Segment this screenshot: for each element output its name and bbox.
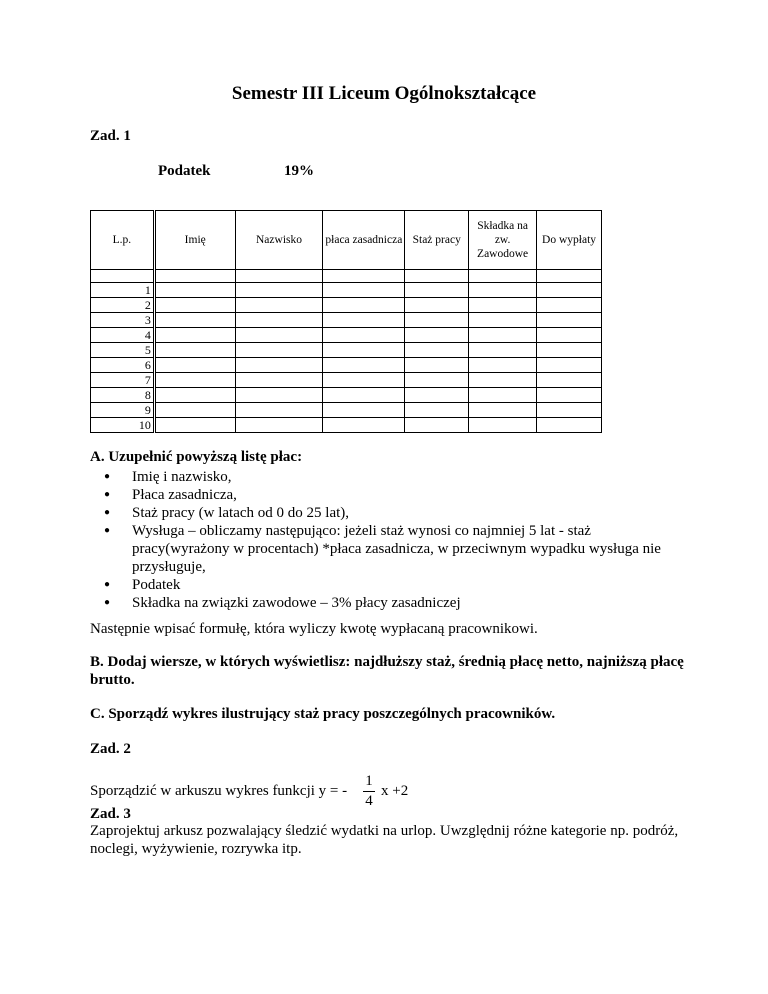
task3-heading: Zad. 3	[90, 806, 131, 822]
task2-text-after: x +2	[381, 783, 409, 799]
task1-heading: Zad. 1	[90, 128, 131, 144]
table-row	[91, 373, 602, 388]
list-item: ● Wysługa – obliczamy następująco: jeżeli staż wynosi co najmniej 5 lat - staż pracy(wyrażony w procentach) *płaca zasadnicza, w przeciwnym wypadku wysługa nie przysługuje,	[116, 522, 676, 576]
task2-text: Sporządzić w arkuszu wykres funkcji y = -	[90, 783, 348, 799]
tax-label: Podatek	[158, 163, 211, 179]
row-number: 9	[91, 403, 155, 418]
section-b: B. Dodaj wiersze, w których wyświetlisz: najdłuższy staż, średnią płacę netto, najniższą płacę brutto.	[90, 654, 684, 688]
header-do-wyplaty: Do wypłaty	[537, 211, 602, 270]
table-row	[91, 418, 602, 433]
header-skladka: Składka na zw. Zawodowe	[469, 211, 537, 270]
fraction-denominator: 4	[365, 793, 373, 809]
list-item: ● Staż pracy (w latach od 0 do 25 lat),	[116, 504, 676, 522]
section-a-heading: A. Uzupełnić powyższą listę płac:	[90, 449, 303, 465]
header-imie: Imię	[154, 211, 235, 270]
payroll-table	[90, 210, 602, 433]
table-row	[91, 358, 602, 373]
table-row	[91, 343, 602, 358]
row-number: 3	[91, 313, 155, 328]
page-title: Semestr III Liceum Ogólnokształcące	[231, 83, 537, 104]
row-number: 8	[91, 388, 155, 403]
list-item: ● Składka na związki zawodowe – 3% płacy zasadniczej	[116, 594, 676, 612]
task2-heading: Zad. 2	[90, 741, 131, 757]
task3-text: Zaprojektuj arkusz pozwalający śledzić wydatki na urlop. Uwzględnij różne kategorie np. podróż, noclegi, wyżywienie, rozrywka itp.	[90, 823, 679, 857]
fraction	[363, 773, 375, 810]
section-a-list	[102, 468, 676, 612]
row-number: 7	[91, 373, 155, 388]
tax-value: 19%	[284, 163, 314, 179]
header-lp: L.p.	[91, 211, 155, 270]
table-row	[91, 388, 602, 403]
row-number: 6	[91, 358, 155, 373]
table-spacer-row	[91, 270, 602, 283]
list-item: ● Podatek	[116, 576, 676, 594]
list-item: ● Płaca zasadnicza,	[116, 486, 676, 504]
section-a-after: Następnie wpisać formułę, która wyliczy kwotę wypłacaną pracownikowi.	[90, 621, 538, 637]
table-row	[91, 283, 602, 298]
row-number: 1	[91, 283, 155, 298]
row-number: 2	[91, 298, 155, 313]
table-row	[91, 313, 602, 328]
list-item: ● Imię i nazwisko,	[116, 468, 676, 486]
row-number: 10	[91, 418, 155, 433]
table-row	[91, 298, 602, 313]
table-row	[91, 403, 602, 418]
header-nazwisko: Nazwisko	[235, 211, 323, 270]
section-c: C. Sporządź wykres ilustrujący staż pracy poszczególnych pracowników.	[90, 706, 556, 722]
table-row	[91, 328, 602, 343]
header-staz: Staż pracy	[405, 211, 469, 270]
row-number: 5	[91, 343, 155, 358]
row-number: 4	[91, 328, 155, 343]
fraction-numerator: 1	[365, 773, 373, 789]
header-placa: płaca zasadnicza	[323, 211, 405, 270]
table-header-row	[91, 211, 602, 270]
